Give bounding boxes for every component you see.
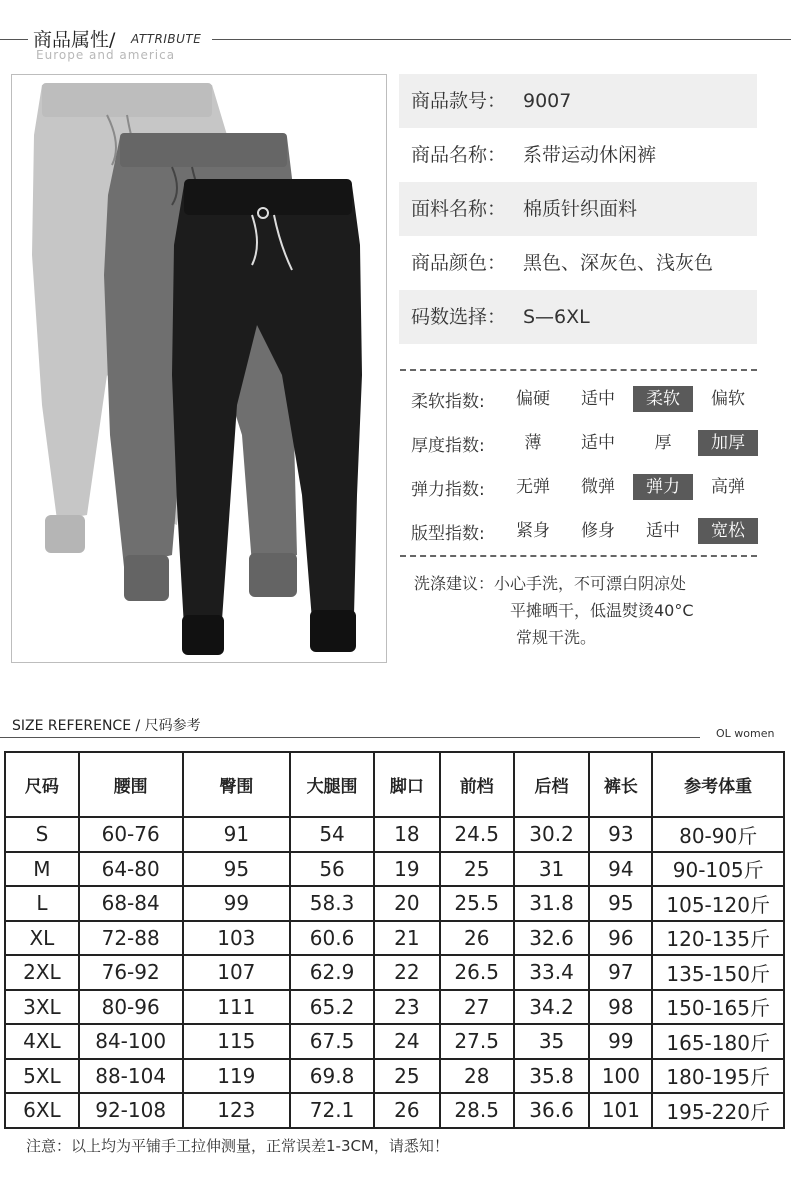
- info-value: 系带运动休闲裤: [523, 144, 657, 166]
- table-cell: 84-100: [79, 1024, 183, 1059]
- info-row-name: [399, 128, 757, 182]
- table-cell: 105-120斤: [652, 886, 784, 921]
- size-table-header-row: [5, 752, 784, 817]
- info-value: S—6XL: [523, 306, 590, 328]
- table-cell: 150-165斤: [652, 990, 784, 1025]
- product-photo: [11, 74, 387, 663]
- column-header: 腰围: [79, 752, 183, 817]
- measurement-note: 注意：以上均为平铺手工拉伸测量，正常误差1-3CM，请悉知！: [26, 1137, 449, 1155]
- table-row: [5, 852, 784, 887]
- info-value: 黑色、深灰色、浅灰色: [523, 252, 714, 274]
- table-cell: 25: [440, 852, 514, 887]
- info-row-colors: [399, 236, 757, 290]
- table-cell: 100: [589, 1059, 652, 1094]
- table-cell: 103: [183, 921, 291, 956]
- table-cell: 27: [440, 990, 514, 1025]
- table-cell: 26: [374, 1093, 440, 1128]
- table-cell: 28: [440, 1059, 514, 1094]
- info-value: 棉质针织面料: [523, 198, 638, 220]
- table-cell: 80-96: [79, 990, 183, 1025]
- table-cell: 80-90斤: [652, 817, 784, 852]
- index-option: 微弹: [581, 477, 615, 497]
- table-cell: 21: [374, 921, 440, 956]
- wash-line: 洗涤建议：小心手洗，不可漂白阴凉处: [414, 574, 687, 593]
- table-cell: 111: [183, 990, 291, 1025]
- table-cell: 195-220斤: [652, 1093, 784, 1128]
- table-cell: 69.8: [290, 1059, 374, 1094]
- size-cell: L: [5, 886, 79, 921]
- table-cell: 65.2: [290, 990, 374, 1025]
- table-cell: 180-195斤: [652, 1059, 784, 1094]
- table-cell: 72-88: [79, 921, 183, 956]
- table-cell: 62.9: [290, 955, 374, 990]
- table-row: [5, 817, 784, 852]
- info-row-sizes: [399, 290, 757, 344]
- info-row-fabric: [399, 182, 757, 236]
- index-option: 适中: [581, 389, 615, 409]
- table-cell: 135-150斤: [652, 955, 784, 990]
- table-cell: 22: [374, 955, 440, 990]
- table-cell: 120-135斤: [652, 921, 784, 956]
- table-cell: 99: [183, 886, 291, 921]
- index-label: 版型指数:: [411, 524, 485, 544]
- table-cell: 30.2: [514, 817, 590, 852]
- table-row: [5, 886, 784, 921]
- table-cell: 28.5: [440, 1093, 514, 1128]
- table-cell: 115: [183, 1024, 291, 1059]
- table-row: [5, 921, 784, 956]
- index-option-selected: 宽松: [698, 518, 758, 544]
- size-reference-title: SIZE REFERENCE / 尺码参考: [12, 718, 201, 734]
- table-cell: 60.6: [290, 921, 374, 956]
- table-cell: 96: [589, 921, 652, 956]
- column-header: 参考体重: [652, 752, 784, 817]
- table-cell: 35.8: [514, 1059, 590, 1094]
- index-option: 修身: [581, 521, 615, 541]
- index-row-fit: [411, 516, 761, 546]
- table-cell: 88-104: [79, 1059, 183, 1094]
- index-option-selected: 柔软: [633, 386, 693, 412]
- table-cell: 68-84: [79, 886, 183, 921]
- wash-line: 常规干洗。: [516, 628, 597, 647]
- table-cell: 24: [374, 1024, 440, 1059]
- table-cell: 25.5: [440, 886, 514, 921]
- table-cell: 72.1: [290, 1093, 374, 1128]
- index-option: 偏软: [711, 389, 745, 409]
- index-option: 适中: [646, 521, 680, 541]
- index-row-softness: [411, 384, 761, 414]
- table-cell: 31.8: [514, 886, 590, 921]
- table-cell: 18: [374, 817, 440, 852]
- header-rule-right: [212, 39, 791, 40]
- index-row-thickness: [411, 428, 761, 458]
- table-cell: 23: [374, 990, 440, 1025]
- table-row: [5, 955, 784, 990]
- info-label: 商品款号：: [411, 90, 507, 112]
- table-cell: 19: [374, 852, 440, 887]
- index-label: 柔软指数:: [411, 392, 485, 412]
- table-cell: 25: [374, 1059, 440, 1094]
- table-cell: 67.5: [290, 1024, 374, 1059]
- column-header: 尺码: [5, 752, 79, 817]
- index-option: 厚: [654, 433, 672, 453]
- index-label: 厚度指数:: [411, 436, 485, 456]
- size-table: [4, 751, 785, 1129]
- table-row: [5, 1059, 784, 1094]
- table-cell: 36.6: [514, 1093, 590, 1128]
- table-cell: 26.5: [440, 955, 514, 990]
- index-label: 弹力指数:: [411, 480, 485, 500]
- info-label: 商品名称：: [411, 144, 507, 166]
- wash-line: 平摊晒干，低温熨烫40°C: [510, 601, 694, 620]
- info-label: 码数选择：: [411, 306, 507, 328]
- table-cell: 20: [374, 886, 440, 921]
- size-cell: M: [5, 852, 79, 887]
- table-cell: 92-108: [79, 1093, 183, 1128]
- index-option: 无弹: [516, 477, 550, 497]
- table-row: [5, 990, 784, 1025]
- index-option: 偏硬: [516, 389, 550, 409]
- table-cell: 95: [183, 852, 291, 887]
- table-cell: 90-105斤: [652, 852, 784, 887]
- index-row-elasticity: [411, 472, 761, 502]
- brand-label: OL women: [716, 727, 775, 740]
- size-cell: 2XL: [5, 955, 79, 990]
- header-title-cn: 商品属性/: [33, 29, 116, 51]
- size-cell: S: [5, 817, 79, 852]
- attribute-header: [0, 22, 791, 62]
- table-cell: 165-180斤: [652, 1024, 784, 1059]
- size-cell: 3XL: [5, 990, 79, 1025]
- index-option: 薄: [524, 433, 542, 453]
- size-reference-header: [0, 712, 791, 742]
- column-header: 裤长: [589, 752, 652, 817]
- header-rule-left: [0, 39, 28, 40]
- column-header: 脚口: [374, 752, 440, 817]
- divider-dashed: [400, 369, 757, 371]
- table-cell: 94: [589, 852, 652, 887]
- column-header: 臀围: [183, 752, 291, 817]
- table-row: [5, 1093, 784, 1128]
- table-cell: 95: [589, 886, 652, 921]
- table-cell: 58.3: [290, 886, 374, 921]
- table-cell: 24.5: [440, 817, 514, 852]
- divider-dashed: [400, 555, 757, 557]
- table-cell: 56: [290, 852, 374, 887]
- table-cell: 27.5: [440, 1024, 514, 1059]
- index-option-selected: 加厚: [698, 430, 758, 456]
- table-cell: 107: [183, 955, 291, 990]
- table-cell: 98: [589, 990, 652, 1025]
- table-cell: 119: [183, 1059, 291, 1094]
- index-option: 高弹: [711, 477, 745, 497]
- table-cell: 99: [589, 1024, 652, 1059]
- table-cell: 64-80: [79, 852, 183, 887]
- size-cell: 5XL: [5, 1059, 79, 1094]
- size-cell: XL: [5, 921, 79, 956]
- table-cell: 97: [589, 955, 652, 990]
- table-cell: 101: [589, 1093, 652, 1128]
- index-option: 适中: [581, 433, 615, 453]
- info-value: 9007: [523, 90, 572, 112]
- pants-illustration: [12, 75, 386, 662]
- table-cell: 34.2: [514, 990, 590, 1025]
- header-subtitle: Europe and america: [36, 48, 176, 62]
- column-header: 前档: [440, 752, 514, 817]
- table-cell: 35: [514, 1024, 590, 1059]
- table-cell: 60-76: [79, 817, 183, 852]
- index-option: 紧身: [516, 521, 550, 541]
- size-cell: 6XL: [5, 1093, 79, 1128]
- header-title-en: ATTRIBUTE: [131, 32, 202, 46]
- table-row: [5, 1024, 784, 1059]
- column-header: 大腿围: [290, 752, 374, 817]
- info-label: 商品颜色：: [411, 252, 507, 274]
- size-reference-rule: [0, 737, 700, 738]
- column-header: 后档: [514, 752, 590, 817]
- table-cell: 91: [183, 817, 291, 852]
- table-cell: 26: [440, 921, 514, 956]
- table-cell: 54: [290, 817, 374, 852]
- table-cell: 93: [589, 817, 652, 852]
- table-cell: 33.4: [514, 955, 590, 990]
- table-cell: 32.6: [514, 921, 590, 956]
- info-row-style-no: [399, 74, 757, 128]
- table-cell: 31: [514, 852, 590, 887]
- size-cell: 4XL: [5, 1024, 79, 1059]
- index-option-selected: 弹力: [633, 474, 693, 500]
- table-cell: 76-92: [79, 955, 183, 990]
- table-cell: 123: [183, 1093, 291, 1128]
- info-label: 面料名称：: [411, 198, 507, 220]
